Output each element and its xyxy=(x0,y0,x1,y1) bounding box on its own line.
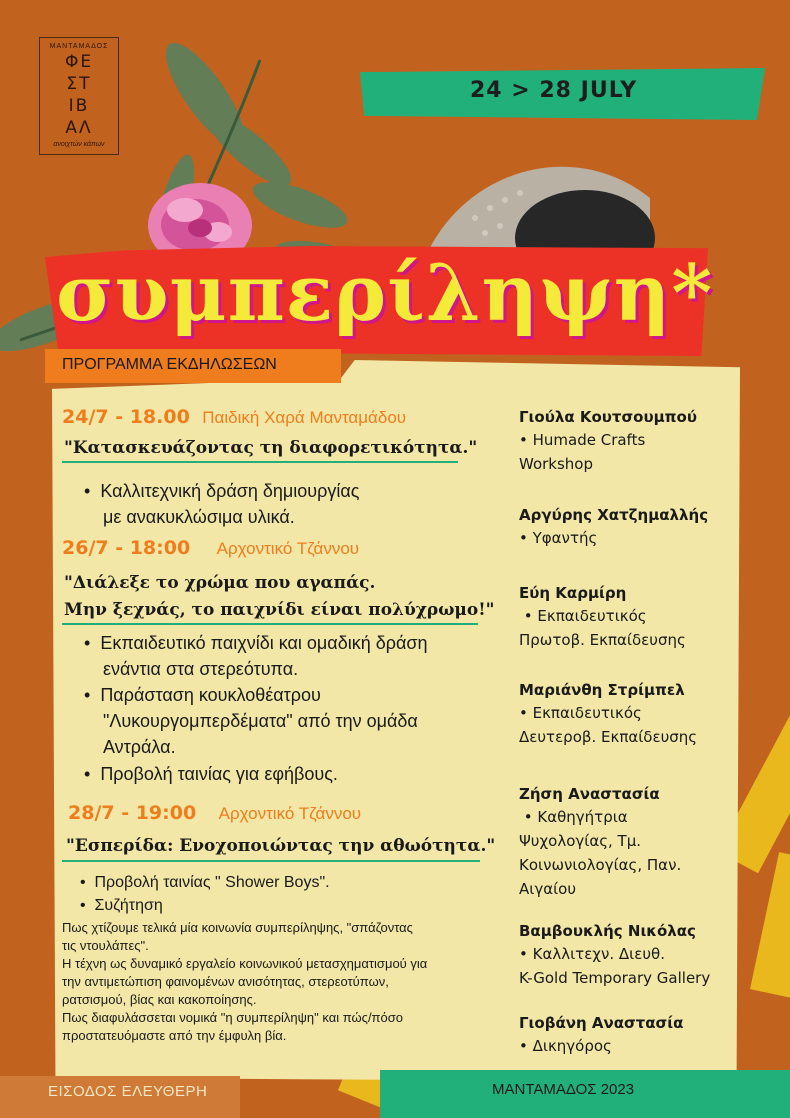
text-line: Η τέχνη ως δυναμικό εργαλείο κοινωνικού μετασχηματισμού για xyxy=(62,956,428,971)
event-title: "Κατασκευάζοντας τη διαφορετικότητα." xyxy=(64,438,478,458)
festival-logo xyxy=(39,37,119,155)
event-time: 24/7 - 18.00 xyxy=(62,406,190,428)
person-entry xyxy=(519,506,708,550)
text-line: τις ντουλάπες". xyxy=(62,938,149,953)
underline xyxy=(62,860,480,862)
person-entry xyxy=(519,408,697,476)
event-header xyxy=(68,802,361,824)
list-item-continued: "Λυκουργομπερδέματα" από την ομάδα xyxy=(103,711,418,731)
logo-bottom-text: ανοιχτών κάπων xyxy=(53,141,105,148)
page-title: συμπερίληψη* xyxy=(56,248,714,339)
logo-line: ΙΒ xyxy=(68,96,90,116)
person-role: K-Gold Temporary Gallery xyxy=(519,969,711,987)
event-place: Αρχοντικό Τζάννου xyxy=(216,539,360,558)
footer-location-year: ΜΑΝΤΑΜΑΔΟΣ 2023 xyxy=(492,1081,635,1098)
event-place: Παιδική Χαρά Μανταμάδου xyxy=(202,408,407,427)
event-description xyxy=(62,919,502,1045)
list-item: • Προβολή ταινίας για εφήβους. xyxy=(84,764,338,784)
person-role: Κοινωνιολογίας, Παν. xyxy=(519,856,682,874)
list-item-continued: Αντράλα. xyxy=(103,737,176,757)
person-entry xyxy=(519,922,710,990)
list-item: • Εκπαιδευτικό παιχνίδι και ομαδική δράση xyxy=(84,633,428,653)
person-entry xyxy=(519,785,681,901)
list-item: • Συζήτηση xyxy=(80,897,163,914)
event-title: Μην ξεχνάς, το παιχνίδι είναι πολύχρωμο!" xyxy=(64,600,495,620)
date-text: 24 > 28 JULY xyxy=(470,78,638,103)
logo-line: ΑΛ xyxy=(65,118,93,138)
list-item: • Προβολή ταινίας " Shower Boys". xyxy=(80,874,330,891)
person-role: • Καλλιτεχν. Διευθ. xyxy=(519,945,665,963)
person-name: Εύη Καρμίρη xyxy=(519,584,627,602)
underline xyxy=(62,461,458,463)
person-role: Ψυχολογίας, Τμ. xyxy=(519,832,642,850)
list-item-continued: ενάντια στα στερεότυπα. xyxy=(103,659,299,679)
event-header xyxy=(62,537,359,559)
person-entry xyxy=(519,1014,683,1058)
person-name: Βαμβουκλής Νικόλας xyxy=(519,922,696,940)
person-name: Μαριάνθη Στρίμπελ xyxy=(519,681,685,699)
person-name: Γιούλα Κουτσουμπού xyxy=(519,408,697,426)
person-entry xyxy=(519,584,686,652)
person-role: Πρωτοβ. Εκπαίδευσης xyxy=(519,631,686,649)
caution-tape xyxy=(750,852,790,1000)
person-role: • Υφαντής xyxy=(519,529,598,547)
event-title: "Εσπερίδα: Ενοχοποιώντας την αθωότητα." xyxy=(66,836,496,856)
event-time: 28/7 - 19:00 xyxy=(68,802,197,824)
person-entry xyxy=(519,681,697,749)
person-role: Δευτεροβ. Εκπαίδευσης xyxy=(519,728,698,746)
list-item: • Καλλιτεχνική δράση δημιουργίας xyxy=(84,481,360,501)
person-name: Ζήση Αναστασία xyxy=(519,785,660,803)
text-line: Πως χτίζουμε τελικά μία κοινωνία συμπερίληψης, "σπάζοντας xyxy=(62,920,413,935)
text-line: την αντιμετώπιση φαινομένων ανισότητας, στερεοτύπων, xyxy=(62,974,389,989)
event-header xyxy=(62,406,406,428)
logo-top-text: ΜΑΝΤΑΜΑΔΟΣ xyxy=(49,43,109,50)
list-item: • Παράσταση κουκλοθέατρου xyxy=(84,685,321,705)
person-name: Γιοβάνη Αναστασία xyxy=(519,1014,684,1032)
subtitle: ΠΡΟΓΡΑΜΜΑ ΕΚΔΗΛΩΣΕΩΝ xyxy=(62,356,277,373)
person-role: • Εκπαιδευτικός xyxy=(519,607,647,625)
logo-line: ΣΤ xyxy=(66,74,92,94)
person-role: • Humade Crafts xyxy=(519,431,646,449)
text-line: Πως διαφυλάσσεται νομικά "η συμπερίληψη" και πώς/πόσο xyxy=(62,1010,404,1025)
event-time: 26/7 - 18:00 xyxy=(62,537,191,559)
text-line: ρατσισμού, βίας και κακοποίησης. xyxy=(62,992,257,1007)
underline xyxy=(62,623,478,625)
person-role: Αιγαίου xyxy=(519,880,577,898)
free-entry-label: ΕΙΣΟΔΟΣ ΕΛΕΥΘΕΡΗ xyxy=(48,1083,208,1100)
person-role: • Καθηγήτρια xyxy=(519,808,628,826)
person-role: • Δικηγόρος xyxy=(519,1037,612,1055)
list-item-continued: με ανακυκλώσιμα υλικά. xyxy=(103,507,295,527)
event-title: "Διάλεξε το χρώμα που αγαπάς. xyxy=(64,573,376,593)
logo-line: ΦΕ xyxy=(64,52,94,72)
event-place: Αρχοντικό Τζάννου xyxy=(218,804,362,823)
text-line: προστατευόμαστε από την έμφυλη βία. xyxy=(62,1028,287,1043)
person-role: Workshop xyxy=(519,455,594,473)
person-role: • Εκπαιδευτικός xyxy=(519,704,642,722)
person-name: Αργύρης Χατζημαλλής xyxy=(519,506,709,524)
